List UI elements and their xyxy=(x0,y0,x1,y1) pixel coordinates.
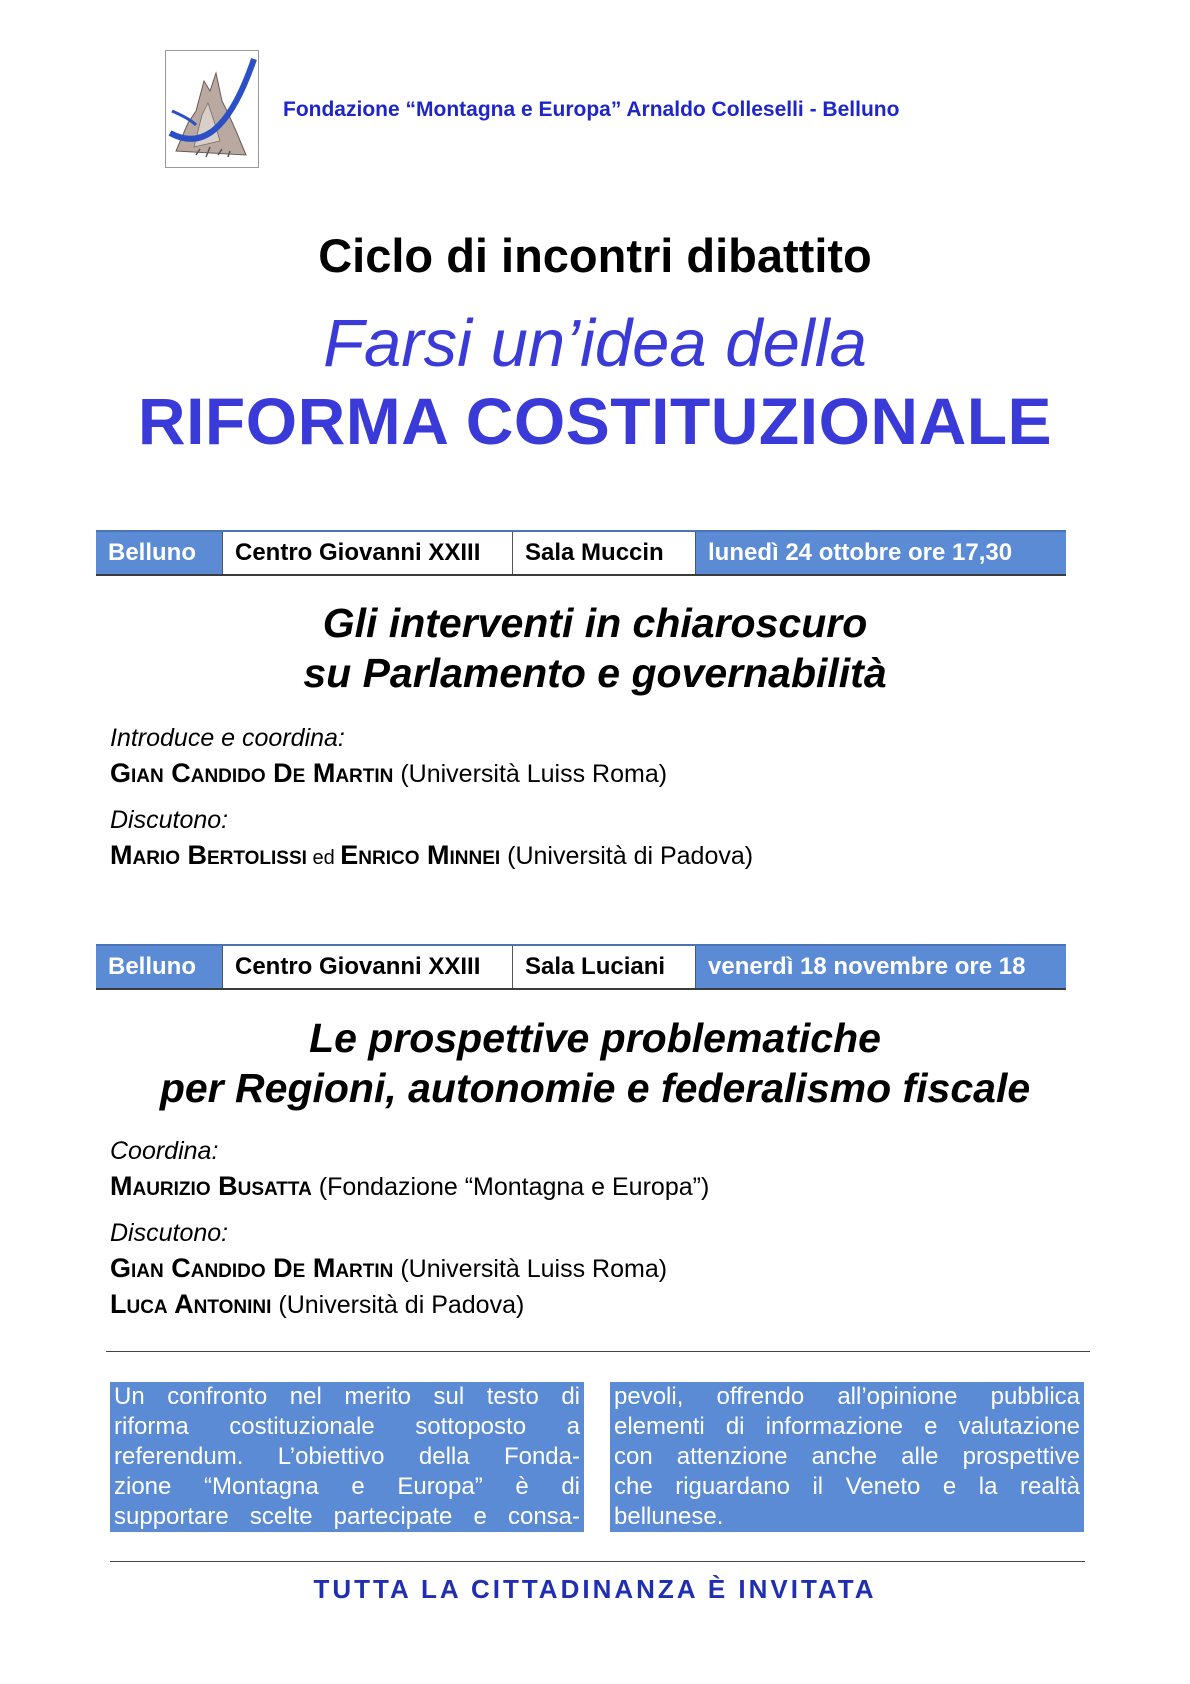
event-2-coordinator-name: Maurizio Busatta xyxy=(110,1171,312,1201)
info-left-line: supportare scelte partecipate e consa- xyxy=(114,1503,580,1530)
event-1-role-discussants: Discutono: xyxy=(110,806,229,834)
divider-top xyxy=(106,1351,1090,1352)
event-1-city: Belluno xyxy=(96,532,223,574)
event-1-role-coordinator: Introduce e coordina: xyxy=(110,724,345,752)
mountain-peaks-logo-icon xyxy=(166,51,258,167)
event-1-discussants xyxy=(110,840,753,871)
event-1-discussant-join: ed xyxy=(306,847,341,869)
event-2-info-bar xyxy=(96,944,1066,990)
event-2-discussant-1-affiliation: (Università Luiss Roma) xyxy=(393,1255,668,1283)
info-left-line: Un confronto nel merito sul testo di xyxy=(114,1383,580,1410)
event-1-title-line2: su Parlamento e governabilità xyxy=(303,650,887,696)
info-column-left xyxy=(110,1382,584,1532)
invitation-footer: TUTTA LA CITTADINANZA È INVITATA xyxy=(313,1574,877,1604)
main-title-line2: RIFORMA COSTITUZIONALE xyxy=(137,384,1053,458)
event-1-date: lunedì 24 ottobre ore 17,30 xyxy=(696,532,1066,574)
event-1-coordinator-name: Gian Candido De Martin xyxy=(110,758,394,788)
event-1-title xyxy=(0,598,1190,698)
info-left-line: riforma costituzionale sottoposto a xyxy=(114,1413,580,1440)
info-left-line: zione “Montagna e Europa” è di xyxy=(114,1473,580,1500)
event-2-title xyxy=(0,1013,1190,1113)
main-title-line1: Farsi un’idea della xyxy=(323,306,867,381)
divider-bottom xyxy=(110,1561,1085,1562)
event-2-discussant-2-name: Luca Antonini xyxy=(110,1289,272,1319)
info-right-line: pevoli, offrendo all’opinione pubblica xyxy=(614,1383,1080,1410)
event-1-coordinator xyxy=(110,758,667,789)
info-left-line: referendum. L’obiettivo della Fonda- xyxy=(114,1443,580,1470)
event-1-title-line1: Gli interventi in chiaroscuro xyxy=(322,600,868,646)
event-2-role-discussants: Discutono: xyxy=(110,1219,229,1247)
info-right-line: bellunese. xyxy=(614,1503,724,1530)
event-2-discussant-2-affiliation: (Università di Padova) xyxy=(271,1291,525,1319)
event-1-venue: Centro Giovanni XXIII xyxy=(223,532,513,574)
event-1-info-bar xyxy=(96,530,1066,576)
event-2-discussant-2 xyxy=(110,1289,524,1320)
event-2-venue: Centro Giovanni XXIII xyxy=(223,946,513,988)
info-right-line: con attenzione anche alle prospettive xyxy=(614,1443,1080,1470)
event-2-discussant-1-name: Gian Candido De Martin xyxy=(110,1253,394,1283)
event-1-room: Sala Muccin xyxy=(513,532,696,574)
event-2-discussant-1 xyxy=(110,1253,667,1284)
event-1-coordinator-affiliation: (Università Luiss Roma) xyxy=(393,760,668,788)
foundation-logo xyxy=(165,50,259,168)
event-2-role-coordinator: Coordina: xyxy=(110,1137,219,1165)
event-1-discussant-1-name: Mario Bertolissi xyxy=(110,840,307,870)
organization-name: Fondazione “Montagna e Europa” Arnaldo Colleselli - Belluno xyxy=(283,98,900,121)
event-2-coordinator xyxy=(110,1171,709,1202)
event-2-title-line1: Le prospettive problematiche xyxy=(309,1015,881,1061)
event-2-room: Sala Luciani xyxy=(513,946,696,988)
info-right-line: elementi di informazione e valutazione xyxy=(614,1413,1080,1440)
event-1-discussant-affiliation: (Università di Padova) xyxy=(500,842,754,870)
info-right-line: che riguardano il Veneto e la realtà xyxy=(614,1473,1080,1500)
event-2-date: venerdì 18 novembre ore 18 xyxy=(696,946,1066,988)
series-title: Ciclo di incontri dibattito xyxy=(318,229,872,282)
event-2-coordinator-affiliation: (Fondazione “Montagna e Europa”) xyxy=(311,1173,710,1201)
event-1-discussant-2-name: Enrico Minnei xyxy=(340,840,501,870)
event-2-title-line2: per Regioni, autonomie e federalismo fiscale xyxy=(159,1065,1031,1111)
info-column-right xyxy=(610,1382,1084,1532)
event-2-city: Belluno xyxy=(96,946,223,988)
